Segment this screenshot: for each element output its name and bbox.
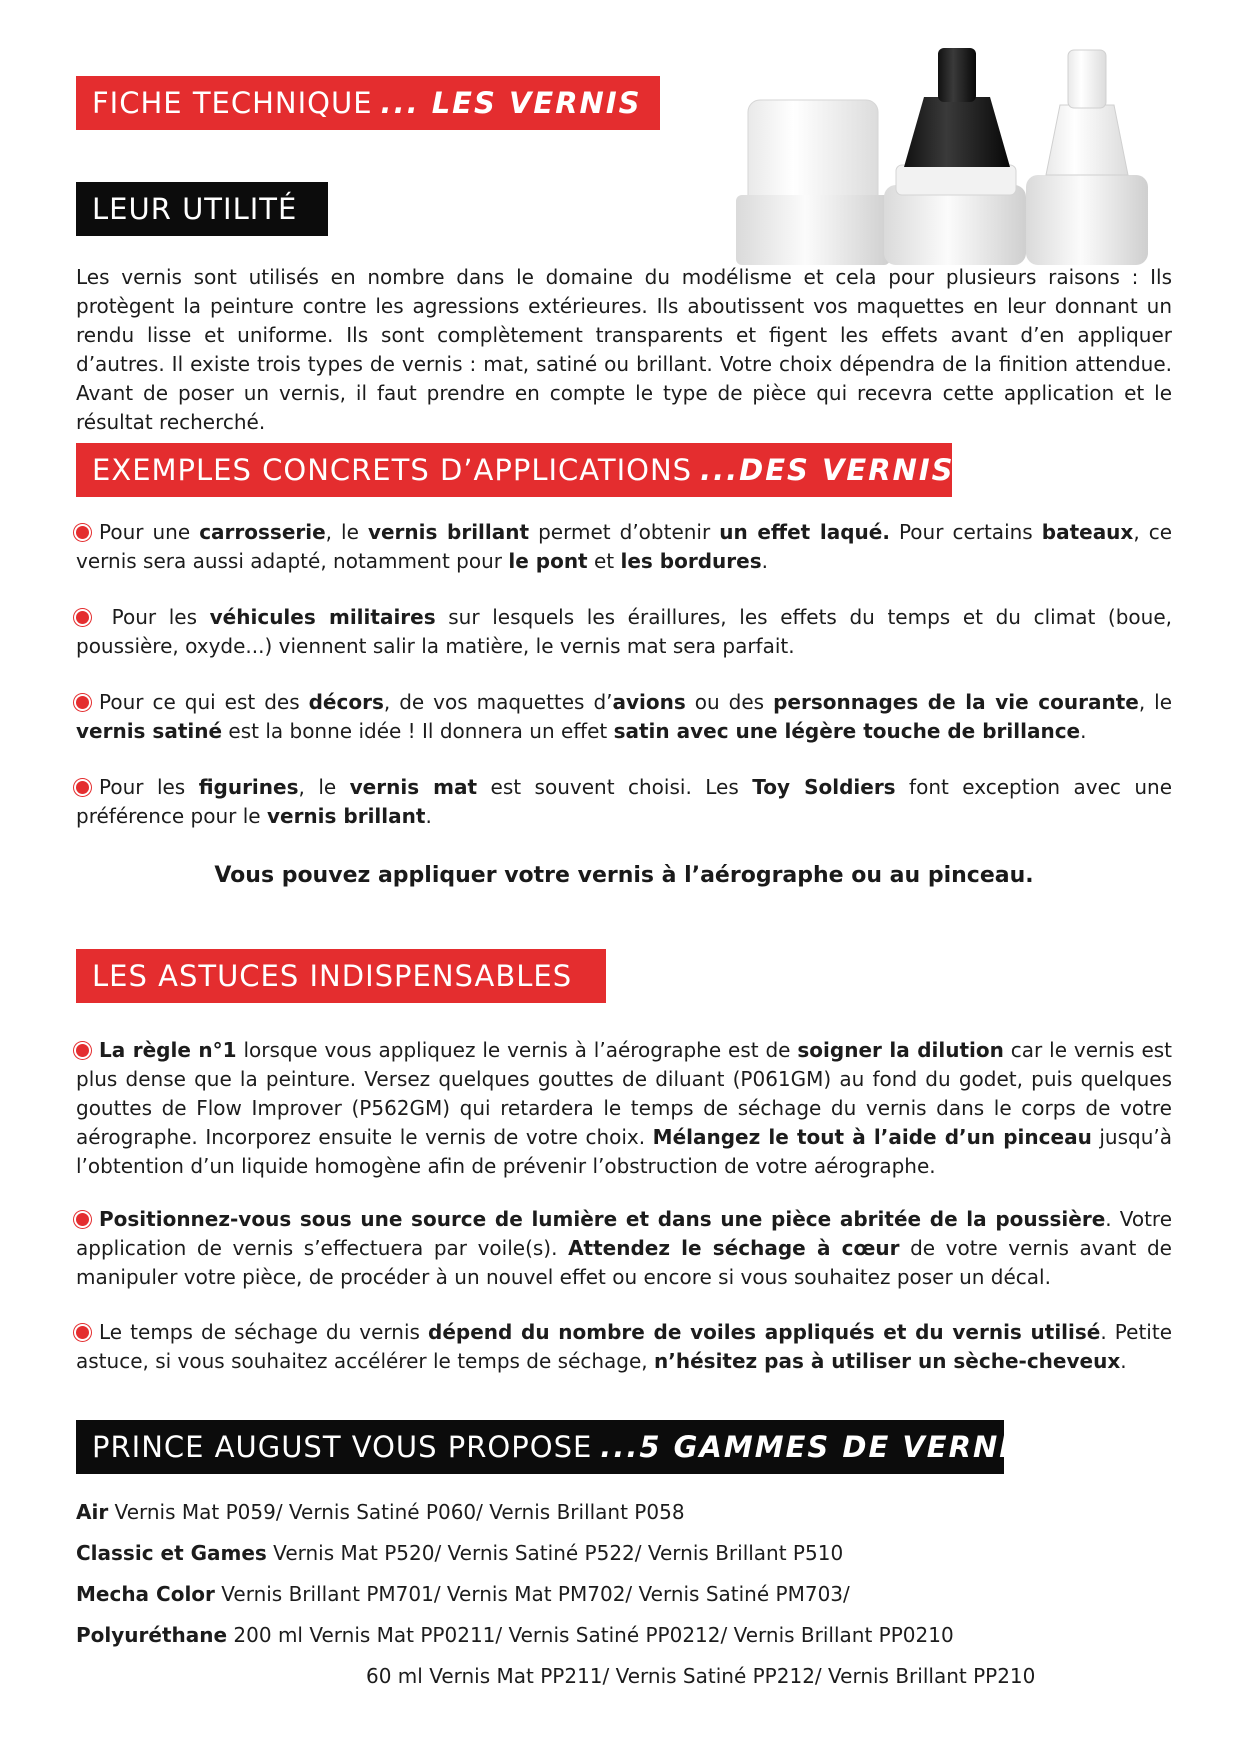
bold-text-run: les bordures xyxy=(620,549,762,573)
examples-heading-banner xyxy=(76,443,955,497)
example-item xyxy=(76,773,1172,831)
bullet-icon xyxy=(76,526,89,539)
bold-text-run: personnages de la vie courante xyxy=(773,690,1139,714)
example-item xyxy=(76,518,1172,576)
bullet-icon xyxy=(76,1044,89,1057)
bold-text-run: Mélangez le tout à l’aide d’un pinceau xyxy=(652,1125,1092,1149)
range-line-air xyxy=(76,1500,685,1524)
bold-text-run: vernis brillant xyxy=(266,804,426,828)
tip-item xyxy=(76,1205,1172,1292)
range-detail: Vernis Mat P520/ Vernis Satiné P522/ Vernis Brillant P510 xyxy=(266,1541,844,1565)
text-run: ou des xyxy=(685,690,774,714)
bold-text-run: Positionnez-vous sous une source de lumière et dans une pièce abritée de la poussière xyxy=(99,1207,1106,1231)
range-detail: Vernis Mat P059/ Vernis Satiné P060/ Vernis Brillant P058 xyxy=(108,1500,685,1524)
range-detail: 60 ml Vernis Mat PP211/ Vernis Satiné PP212/ Vernis Brillant PP210 xyxy=(366,1664,1036,1688)
bold-text-run: carrosserie xyxy=(199,520,326,544)
text-run: , ce vernis sera aussi adapté, notamment pour xyxy=(76,520,1173,573)
text-run: , le xyxy=(298,775,350,799)
tips-heading-banner xyxy=(76,949,606,1003)
tip-item xyxy=(76,1036,1172,1181)
text-run: . xyxy=(761,549,768,573)
text-run: jusqu’à l’obtention d’un liquide homogène afin de prévenir l’obstruction de votre aérographe. xyxy=(76,1125,1172,1178)
range-name: Polyuréthane xyxy=(76,1623,228,1647)
bullet-icon xyxy=(76,1326,89,1339)
text-run: . Votre application de vernis s’effectuera par voile(s). xyxy=(76,1207,1172,1260)
text-run: Le temps de séchage du vernis xyxy=(99,1320,429,1344)
bold-text-run: avions xyxy=(612,690,686,714)
ranges-heading-accent: ...5 GAMMES DE VERNIS xyxy=(600,1430,1035,1464)
range-detail: Vernis Brillant PM701/ Vernis Mat PM702/ Vernis Satiné PM703/ xyxy=(214,1582,850,1606)
examples-conclusion: Vous pouvez appliquer votre vernis à l’aérographe ou au pinceau. xyxy=(214,863,1034,888)
range-name: Mecha Color xyxy=(76,1582,215,1606)
page-title-accent: ... LES VERNIS xyxy=(380,86,642,120)
text-run: Pour une xyxy=(99,520,200,544)
text-run: . xyxy=(1120,1349,1127,1373)
text-run: Pour les xyxy=(99,775,199,799)
tips-heading: LES ASTUCES INDISPENSABLES xyxy=(92,959,573,993)
text-run: Pour ce qui est des xyxy=(99,690,309,714)
text-run: . xyxy=(425,804,432,828)
text-run: de votre vernis avant de manipuler votre pièce, de procéder à un nouvel effet ou encore si vous souhaitez poser un décal. xyxy=(76,1236,1172,1289)
range-name: Air xyxy=(76,1500,109,1524)
bullet-icon xyxy=(76,781,89,794)
bold-text-run: vernis mat xyxy=(349,775,478,799)
examples-heading: EXEMPLES CONCRETS D’APPLICATIONS xyxy=(92,453,693,487)
text-run: . xyxy=(1080,719,1087,743)
bold-text-run: La règle n°1 xyxy=(99,1038,237,1062)
bold-text-run: un effet laqué. xyxy=(719,520,890,544)
examples-heading-accent: ...DES VERNIS xyxy=(700,453,955,487)
bold-text-run: dépend du nombre de voiles appliqués et du vernis utilisé xyxy=(428,1320,1101,1344)
bold-text-run: le pont xyxy=(508,549,588,573)
bold-text-run: satin avec une légère touche de brillance xyxy=(613,719,1081,743)
text-run: car le vernis est plus dense que la peinture. Versez quelques gouttes de diluant (P061GM) au fond du godet, puis quelques gouttes de Flow Improver (P562GM) qui retardera le temps de séchage du vernis dans le corps de votre aérographe. Incorporez ensuite le vernis de votre choix. xyxy=(76,1038,1173,1149)
bullet-icon xyxy=(76,1213,89,1226)
range-line-polyurethane xyxy=(76,1623,954,1647)
utility-heading: LEUR UTILITÉ xyxy=(92,192,298,226)
bold-text-run: véhicules militaires xyxy=(209,605,436,629)
text-run: lorsque vous appliquez le vernis à l’aérographe est de xyxy=(236,1038,798,1062)
text-run: . Petite astuce, si vous souhaitez accélérer le temps de séchage, xyxy=(76,1320,1172,1373)
tip-item xyxy=(76,1318,1172,1376)
text-run: est la bonne idée ! Il donnera un effet xyxy=(222,719,614,743)
text-run: permet d’obtenir xyxy=(529,520,720,544)
bold-text-run: Attendez le séchage à cœur xyxy=(568,1236,900,1260)
ranges-heading-banner xyxy=(76,1420,1035,1474)
bold-text-run: n’hésitez pas à utiliser un sèche-cheveux xyxy=(654,1349,1121,1373)
text-run: est souvent choisi. Les xyxy=(477,775,753,799)
page-title-banner xyxy=(76,76,660,130)
bold-text-run: vernis satiné xyxy=(76,719,223,743)
text-run: sur lesquels les éraillures, les effets du temps et du climat (boue, poussière, oxyde...) viennent salir la matière, le vernis mat sera parfait. xyxy=(76,605,1172,658)
range-line-mecha xyxy=(76,1582,850,1606)
varnish-bottles-image xyxy=(728,45,1170,265)
text-run: , le xyxy=(325,520,368,544)
page-title: FICHE TECHNIQUE xyxy=(92,86,373,120)
bold-text-run: décors xyxy=(308,690,384,714)
bold-text-run: vernis brillant xyxy=(367,520,530,544)
range-line-classic xyxy=(76,1541,843,1565)
text-run: font exception avec une préférence pour le xyxy=(76,775,1173,828)
text-run: Pour certains xyxy=(889,520,1042,544)
text-run: et xyxy=(587,549,621,573)
bullet-icon xyxy=(76,611,89,624)
text-run: Pour les xyxy=(99,605,210,629)
bold-text-run: bateaux xyxy=(1041,520,1134,544)
text-run: , de vos maquettes d’ xyxy=(383,690,613,714)
bold-text-run: soigner la dilution xyxy=(797,1038,1004,1062)
text-run: , le xyxy=(1138,690,1173,714)
example-item xyxy=(76,688,1172,746)
bold-text-run: Toy Soldiers xyxy=(752,775,896,799)
range-detail: 200 ml Vernis Mat PP0211/ Vernis Satiné PP0212/ Vernis Brillant PP0210 xyxy=(227,1623,954,1647)
range-name: Classic et Games xyxy=(76,1541,267,1565)
utility-paragraph: Les vernis sont utilisés en nombre dans le domaine du modélisme et cela pour plusieurs raisons : Ils protègent la peinture contre les agressions extérieures. Ils aboutissent vos maquettes en leur donnant un rendu lisse et uniforme. Ils sont complètement transparents et figent les effets avant d’en appliquer d’autres. Il existe trois types de vernis : mat, satiné ou brillant. Votre choix dépendra de la finition attendue. Avant de poser un vernis, il faut prendre en compte le type de pièce qui recevra cette application et le résultat recherché. xyxy=(76,265,1172,434)
example-item xyxy=(76,603,1172,661)
bold-text-run: figurines xyxy=(198,775,299,799)
bullet-icon xyxy=(76,696,89,709)
ranges-heading: PRINCE AUGUST VOUS PROPOSE xyxy=(92,1430,593,1464)
range-line-polyurethane-60ml xyxy=(366,1664,1035,1688)
utility-heading-banner xyxy=(76,182,328,236)
